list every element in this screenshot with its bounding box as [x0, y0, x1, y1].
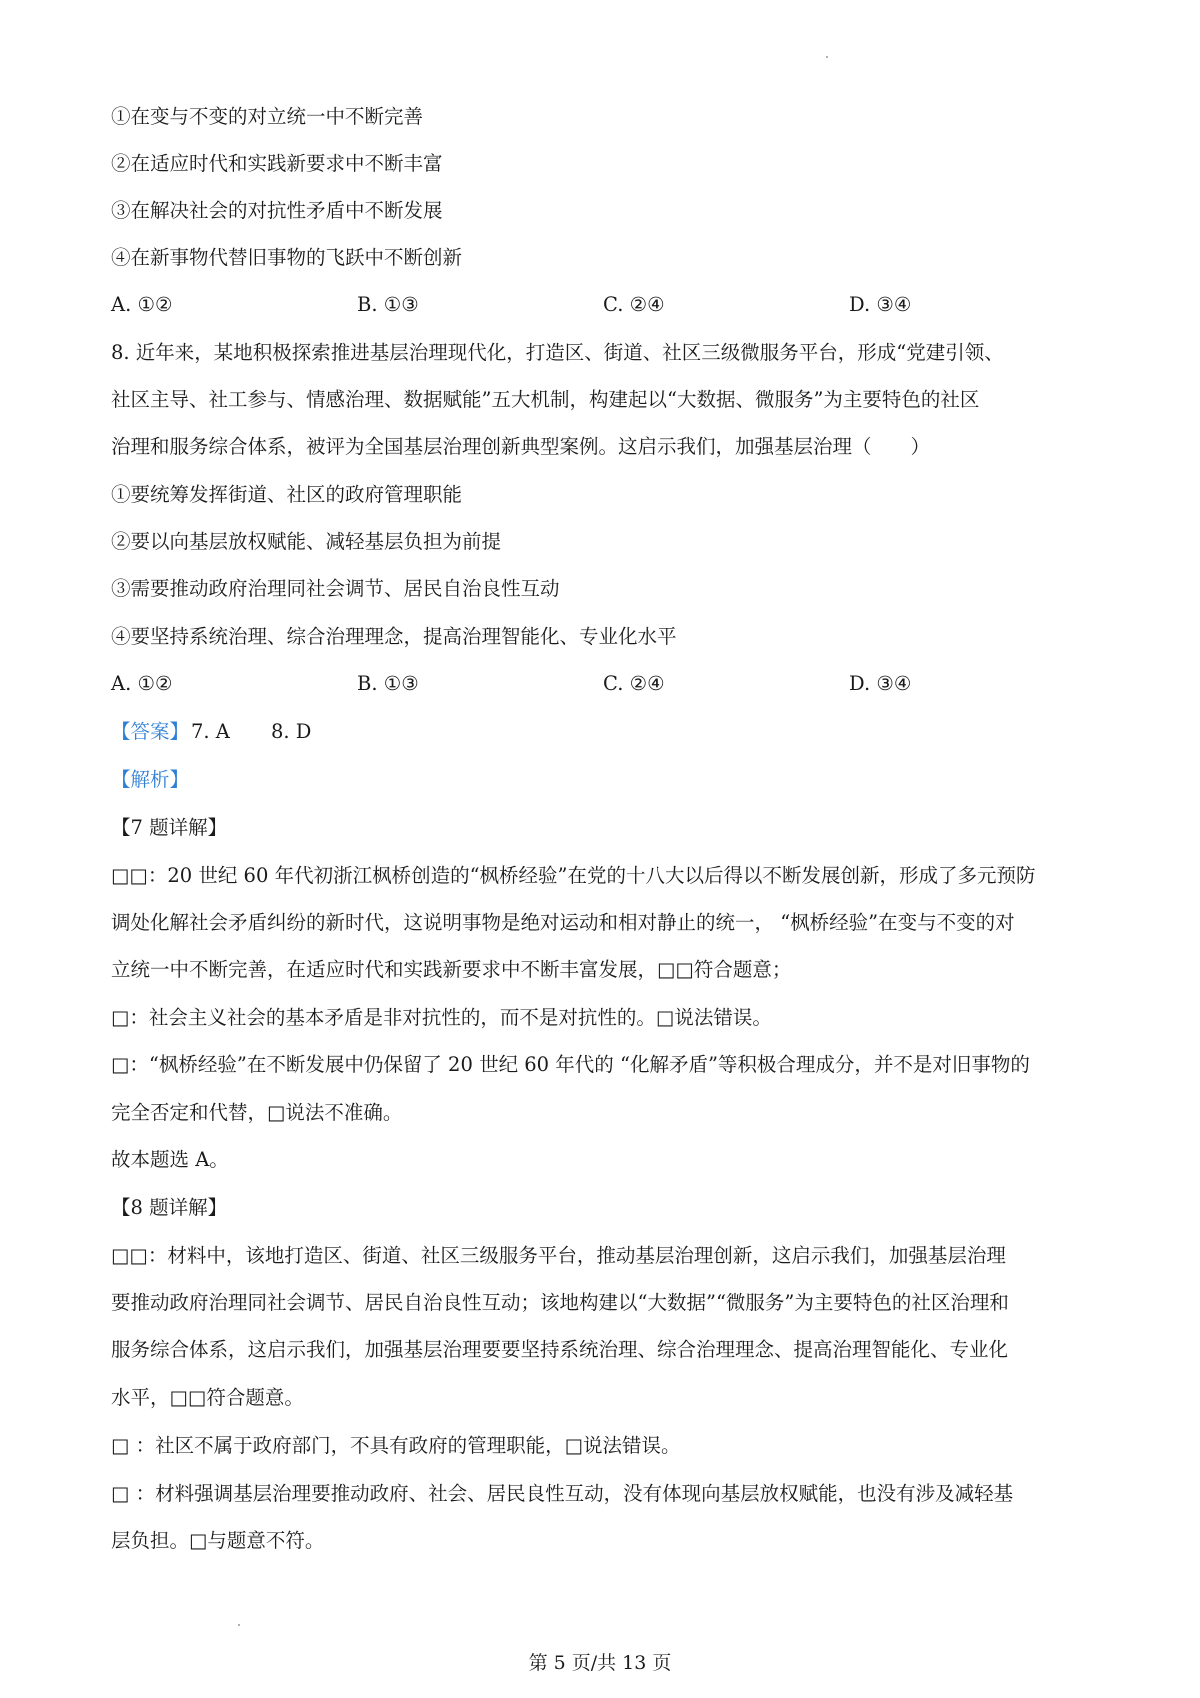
detail7-line: 完全否定和代替，□说法不准确。 — [111, 1101, 403, 1124]
detail8-line: 水平，□□符合题意。 — [111, 1386, 304, 1409]
detail7-conclusion: 故本题选 A。 — [111, 1148, 229, 1171]
q8-choice-b: B. ①③ — [357, 672, 419, 695]
scan-dot — [826, 56, 828, 58]
q7-choice-c: C. ②④ — [603, 293, 665, 316]
detail7-heading: 【7 题详解】 — [111, 816, 228, 839]
q7-option-1: ①在变与不变的对立统一中不断完善 — [111, 105, 424, 128]
q8-stem-line-1: 8. 近年来，某地积极探索推进基层治理现代化，打造区、街道、社区三级微服务平台，形成“党建引领、 — [111, 341, 1004, 364]
q8-stem-line-3: 治理和服务综合体系，被评为全国基层治理创新典型案例。这启示我们，加强基层治理（ ） — [111, 435, 931, 458]
q8-choice-a: A. ①② — [111, 672, 173, 695]
detail8-line: □□：材料中，该地打造区、街道、社区三级服务平台，推动基层治理创新，这启示我们，加强基层治理 — [111, 1244, 1006, 1267]
q8-choice-c: C. ②④ — [603, 672, 665, 695]
detail8-heading: 【8 题详解】 — [111, 1196, 228, 1219]
q7-option-3: ③在解决社会的对抗性矛盾中不断发展 — [111, 199, 443, 222]
detail8-line: □ ：材料强调基层治理要推动政府、社会、居民良性互动，没有体现向基层放权赋能，也没有涉及减轻基 — [111, 1482, 1014, 1505]
detail7-line: 调处化解社会矛盾纠纷的新时代，这说明事物是绝对运动和相对静止的统一， “枫桥经验”在变与不变的对 — [111, 911, 1015, 934]
q8-stem-line-2: 社区主导、社工参与、情感治理、数据赋能”五大机制，构建起以“大数据、微服务”为主要特色的社区 — [111, 388, 980, 411]
scan-dot — [238, 1624, 240, 1626]
q7-option-4: ④在新事物代替旧事物的飞跃中不断创新 — [111, 246, 463, 269]
answer-label: 【答案】 — [111, 720, 190, 743]
analysis-label: 【解析】 — [111, 768, 190, 791]
detail7-line: □：“枫桥经验”在不断发展中仍保留了 20 世纪 60 年代的 “化解矛盾”等积极合理成分，并不是对旧事物的 — [111, 1053, 1030, 1076]
page-footer: 第 5 页/共 13 页 — [528, 1652, 672, 1674]
detail7-line: □□：20 世纪 60 年代初浙江枫桥创造的“枫桥经验”在党的十八大以后得以不断发展创新，形成了多元预防 — [111, 864, 1036, 887]
q7-choice-b: B. ①③ — [357, 293, 419, 316]
detail8-line: 层负担。□与题意不符。 — [111, 1529, 325, 1552]
answer-7: 7. A — [191, 720, 230, 743]
q8-option-2: ②要以向基层放权赋能、减轻基层负担为前提 — [111, 530, 502, 553]
q7-choice-d: D. ③④ — [849, 293, 912, 316]
detail7-line: 立统一中不断完善，在适应时代和实践新要求中不断丰富发展，□□符合题意； — [111, 958, 792, 981]
q8-choice-d: D. ③④ — [849, 672, 912, 695]
q8-option-1: ①要统筹发挥街道、社区的政府管理职能 — [111, 483, 463, 506]
detail8-line: □ ：社区不属于政府部门，不具有政府的管理职能，□说法错误。 — [111, 1434, 681, 1457]
detail8-line: 要推动政府治理同社会调节、居民自治良性互动；该地构建以“大数据”“微服务”为主要特色的社区治理和 — [111, 1291, 1009, 1314]
q7-choice-a: A. ①② — [111, 293, 173, 316]
q7-option-2: ②在适应时代和实践新要求中不断丰富 — [111, 152, 443, 175]
answer-8: 8. D — [271, 720, 312, 743]
detail7-line: □：社会主义社会的基本矛盾是非对抗性的，而不是对抗性的。□说法错误。 — [111, 1006, 772, 1029]
q8-option-3: ③需要推动政府治理同社会调节、居民自治良性互动 — [111, 577, 560, 600]
detail8-line: 服务综合体系，这启示我们，加强基层治理要要坚持系统治理、综合治理理念、提高治理智能化、专业化 — [111, 1338, 1009, 1361]
q8-option-4: ④要坚持系统治理、综合治理理念，提高治理智能化、专业化水平 — [111, 625, 677, 648]
